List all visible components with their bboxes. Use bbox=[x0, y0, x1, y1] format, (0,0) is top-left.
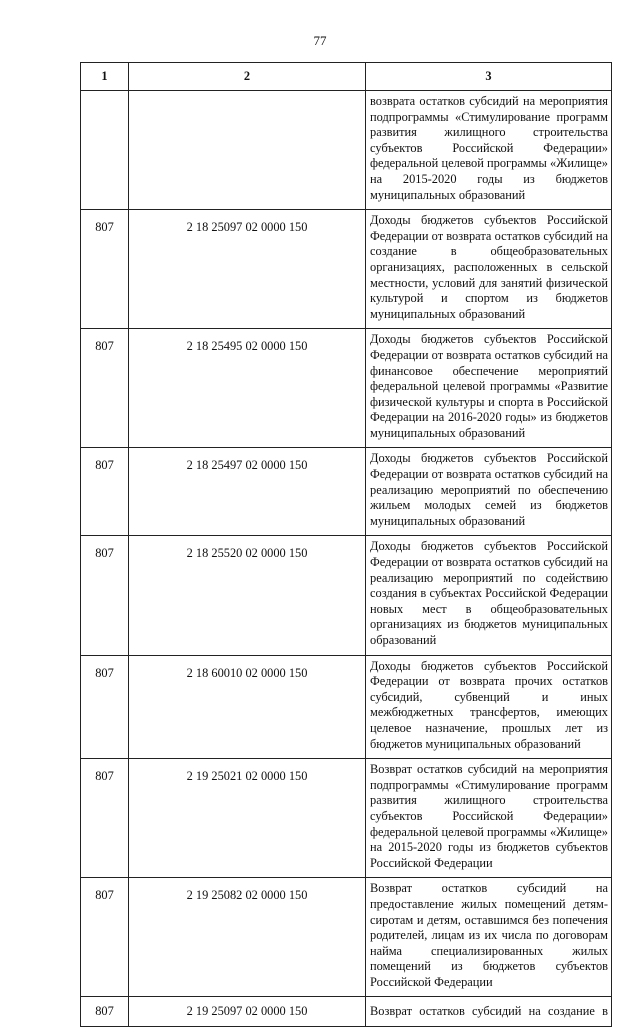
budget-classification-code-cell: 2 19 25021 02 0000 150 bbox=[129, 759, 366, 878]
table-row bbox=[81, 997, 612, 1027]
revenue-description-cell: Доходы бюджетов субъектов Российской Федерации от возврата прочих остатков субсидий, субвенций и иных межбюджетных трансфертов, имеющих целевое назначение, прошлых лет из бюджетов муниципальных образований bbox=[366, 655, 612, 759]
revenue-codes-table-container bbox=[80, 62, 611, 1027]
revenue-description-cell: Возврат остатков субсидий на мероприятия подпрограммы «Стимулирование программ развития жилищного строительства субъектов Российской Федерации» федеральной целевой программы «Жилище» на 2015-2020 годы из бюджетов субъектов Российской Федерации bbox=[366, 759, 612, 878]
admin-code-cell: 807 bbox=[81, 329, 129, 448]
revenue-description-cell: Возврат остатков субсидий на создание в bbox=[366, 997, 612, 1027]
admin-code-cell: 807 bbox=[81, 997, 129, 1027]
revenue-description-cell: Возврат остатков субсидий на предоставление жилых помещений детям-сиротам и детям, оставшимся без попечения родителей, лицам из их числа по договорам найма специализированных жилых помещений из бюджетов субъектов Российской Федерации bbox=[366, 878, 612, 997]
table-row bbox=[81, 536, 612, 655]
table-row bbox=[81, 655, 612, 759]
table-header-row bbox=[81, 63, 612, 91]
budget-classification-code-cell bbox=[129, 91, 366, 210]
revenue-description-cell: Доходы бюджетов субъектов Российской Федерации от возврата остатков субсидий на реализацию мероприятий по содействию создания в субъектах Российской Федерации новых мест в общеобразовательных организациях из бюджетов муниципальных образований bbox=[366, 536, 612, 655]
table-row bbox=[81, 91, 612, 210]
admin-code-cell: 807 bbox=[81, 878, 129, 997]
budget-classification-code-cell: 2 18 25097 02 0000 150 bbox=[129, 210, 366, 329]
table-row bbox=[81, 210, 612, 329]
table-row bbox=[81, 448, 612, 536]
column-header-3: 3 bbox=[366, 63, 612, 91]
revenue-description-cell: возврата остатков субсидий на мероприятия подпрограммы «Стимулирование программ развития жилищного строительства субъектов Российской Федерации» федеральной целевой программы «Жилище» на 2015-2020 годы из бюджетов муниципальных образований bbox=[366, 91, 612, 210]
budget-classification-code-cell: 2 18 60010 02 0000 150 bbox=[129, 655, 366, 759]
admin-code-cell: 807 bbox=[81, 448, 129, 536]
admin-code-cell: 807 bbox=[81, 210, 129, 329]
budget-classification-code-cell: 2 18 25497 02 0000 150 bbox=[129, 448, 366, 536]
budget-classification-code-cell: 2 18 25520 02 0000 150 bbox=[129, 536, 366, 655]
revenue-description-cell: Доходы бюджетов субъектов Российской Федерации от возврата остатков субсидий на финансовое обеспечение мероприятий федеральной целевой программы «Развитие физической культуры и спорта в Российской Федерации на 2016-2020 годы» из бюджетов муниципальных образований bbox=[366, 329, 612, 448]
revenue-codes-table bbox=[80, 62, 612, 1027]
revenue-description-cell: Доходы бюджетов субъектов Российской Федерации от возврата остатков субсидий на реализацию мероприятий по обеспечению жильем молодых семей из бюджетов муниципальных образований bbox=[366, 448, 612, 536]
budget-classification-code-cell: 2 19 25097 02 0000 150 bbox=[129, 997, 366, 1027]
table-row bbox=[81, 759, 612, 878]
column-header-2: 2 bbox=[129, 63, 366, 91]
table-row bbox=[81, 329, 612, 448]
revenue-description-cell: Доходы бюджетов субъектов Российской Федерации от возврата остатков субсидий на создание в общеобразовательных организациях, расположенных в сельской местности, условий для занятий физической культурой и спортом из бюджетов муниципальных образований bbox=[366, 210, 612, 329]
admin-code-cell: 807 bbox=[81, 536, 129, 655]
budget-classification-code-cell: 2 19 25082 02 0000 150 bbox=[129, 878, 366, 997]
table-row bbox=[81, 878, 612, 997]
admin-code-cell bbox=[81, 91, 129, 210]
budget-classification-code-cell: 2 18 25495 02 0000 150 bbox=[129, 329, 366, 448]
admin-code-cell: 807 bbox=[81, 655, 129, 759]
page-number: 77 bbox=[313, 33, 327, 48]
column-header-1: 1 bbox=[81, 63, 129, 91]
admin-code-cell: 807 bbox=[81, 759, 129, 878]
